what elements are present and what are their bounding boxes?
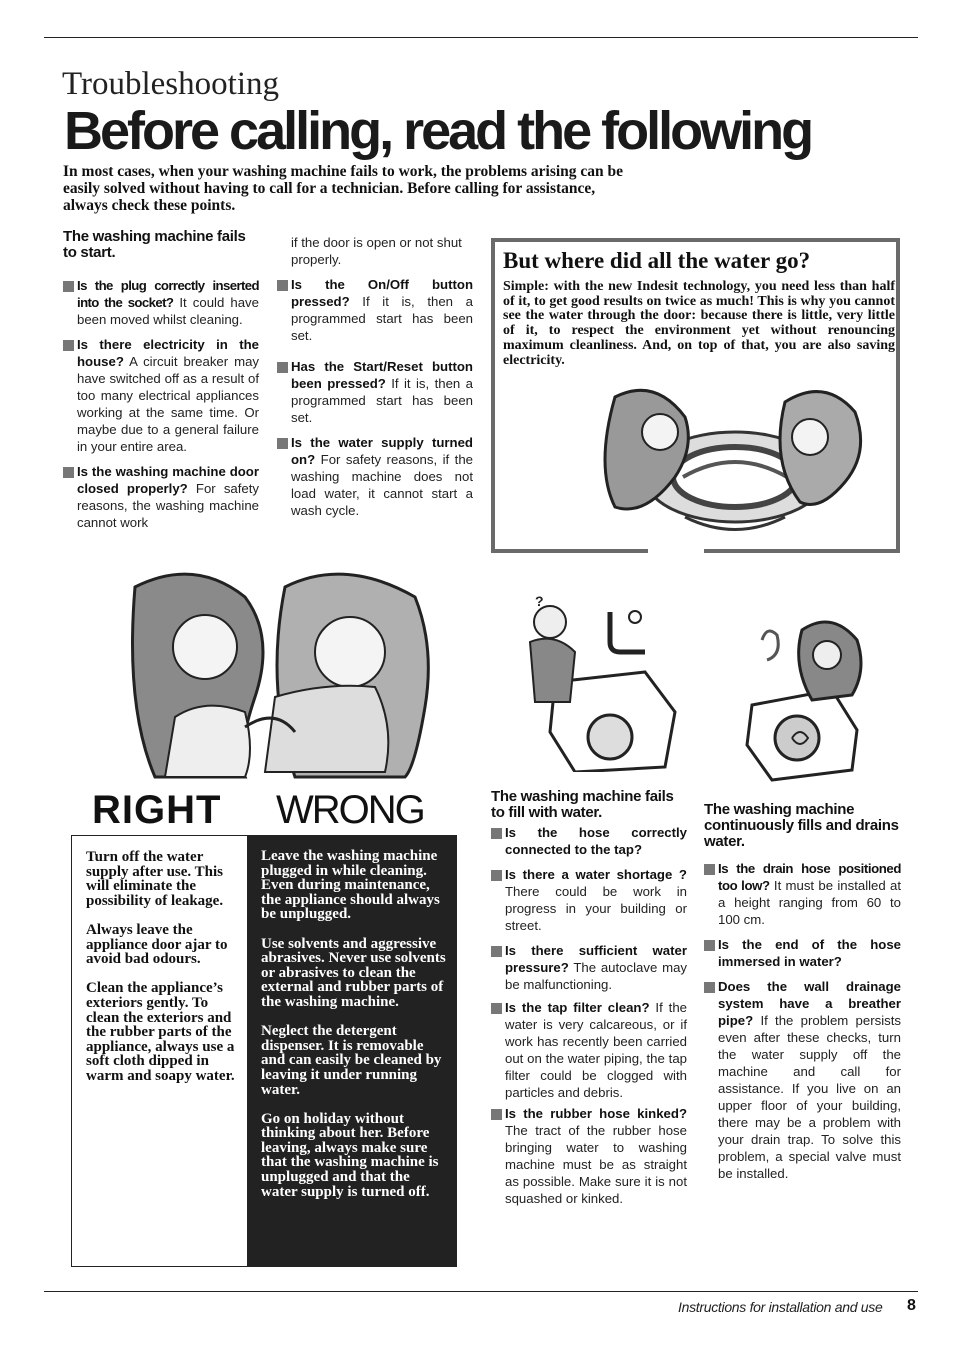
list-item: Is the tap filter clean? If the water is very calcareous, or if work has recently been carried out on the water piping, the tap filter could be clogged with particles and debris. [491,999,687,1101]
bullet-square-icon [491,1109,502,1120]
couple-talking-illustration [125,567,435,782]
list-item: Is the washing machine door closed properly? For safety reasons, the washing machine cannot work [63,463,259,531]
wrong-tip: Use solvents and aggressive abrasives. Never use solvents or abrasives to clean the external and rubber parts of the washing machine. [261,935,446,1010]
woman-on-machine-illustration [732,610,872,785]
bullet-square-icon [491,828,502,839]
bullet-square-icon [704,982,715,993]
right-tip: Always leave the appliance door ajar to avoid bad odours. [86,921,228,968]
fails-to-fill-column [491,789,687,1207]
bullet-square-icon [277,280,288,291]
bullet-square-icon [277,438,288,449]
water-box-title: But where did all the water go? [503,248,811,273]
bullet-square-icon [704,940,715,951]
wrong-column [247,836,457,1266]
water-info-box [491,238,900,553]
list-item: Is there sufficient water pressure? The autoclave may be malfunctioning. [491,942,687,993]
bottom-rule [44,1291,918,1292]
list-item: Is the water supply turned on? For safety reasons, if the washing machine does not load water, it cannot start a wash cycle. [277,434,473,519]
list-item: Is the hose correctly connected to the tap? [491,824,687,858]
water-box-text: Simple: with the new Indesit technology, you need less than half of it, to get good results on twice as much! This is why you cannot see the water through the door: because there is little, very little of it, to respect the environment yet without renouncing maximum cleanliness. And, on top of that, you are also saving electricity. [503,279,895,368]
bullet-square-icon [63,281,74,292]
continuously-fills-column [704,802,901,1182]
right-tip: Clean the appliance’s exteriors gently. To clean the exteriors and the rubber parts of the appliance, always use a soft cloth dipped in warm and soapy water. [86,980,235,1084]
box-bottom-notch [648,549,704,553]
list-item: Is the plug correctly inserted into the socket? It could have been moved whilst cleaning. [63,277,259,328]
intro-paragraph: In most cases, when your washing machine fails to work, the problems arising can be easily solved without having to call for a technician. Before calling for assistance, always check these points. [63,163,624,214]
wrong-tip: Neglect the detergent dispenser. It is removable and can easily be cleaned by leaving it under running water. [261,1023,442,1098]
continuation-text: if the door is open or not shut properly. [291,235,462,267]
footer-text: Instructions for installation and use [678,1299,883,1315]
list-item: Has the Start/Reset button been pressed? If it is, then a programmed start has been set. [277,358,473,426]
right-label: RIGHT [92,788,222,832]
fails-to-fill-heading: The washing machine fails to fill with water. [491,788,674,821]
bullet-square-icon [63,467,74,478]
bullet-square-icon [491,1003,502,1014]
fails-to-start-column-1 [63,229,259,531]
section-title: Troubleshooting [62,66,279,102]
bullet-square-icon [491,870,502,881]
list-item: Is the rubber hose kinked? The tract of the rubber hose bringing water to washing machine must be as straight as possible. Make sure it is not squashed or kinked. [491,1105,687,1207]
wrong-label: WRONG [276,788,424,832]
bullet-square-icon [704,864,715,875]
bullet-square-icon [63,340,74,351]
top-rule [44,37,918,38]
wrong-tip: Go on holiday without thinking about her. Before leaving, always make sure that the washing machine is unplugged and that the water supply is turned off. [261,1110,439,1200]
wrong-tip: Leave the washing machine plugged in while cleaning. Even during maintenance, the appliance should always be unplugged. [261,848,440,923]
bullet-square-icon [277,362,288,373]
man-at-tap-illustration [515,592,685,772]
list-item: Is there electricity in the house? A circuit breaker may have switched off as a result of too many electrical appliances working at the same time. Or maybe due to a general failure in your entire area. [63,336,259,455]
page-title: Before calling, read the following [64,101,812,161]
list-item: Is the end of the hose immersed in water? [704,936,901,970]
right-column [72,836,247,1266]
couple-looking-at-drum-illustration [585,377,885,547]
list-item: Is there a water shortage ? There could be work in progress in your building or street. [491,866,687,934]
list-item: Does the wall drainage system have a breather pipe? If the problem persists even after these checks, turn the water supply off the machine and call for assistance. If you live on an upper floor of your building, there may be a problem with your drain trap. To solve this problem, a special valve must be installed. [704,978,901,1182]
right-wrong-table [71,835,457,1267]
right-tip: Turn off the water supply after use. This will eliminate the possibility of leakage. [86,849,224,909]
list-item: Is the drain hose positioned too low? It must be installed at a height ranging from 60 to 100 cm. [704,860,901,928]
bullet-square-icon [491,946,502,957]
svg-text:?: ? [535,593,544,609]
page-number: 8 [907,1297,916,1314]
fails-to-start-column-2 [277,234,473,519]
fails-to-start-heading: The washing machine fails to start. [63,228,246,261]
list-item: Is the On/Off button pressed? If it is, then a programmed start has been set. [277,276,473,344]
continuously-fills-heading: The washing machine continuously fills and drains water. [704,801,899,850]
